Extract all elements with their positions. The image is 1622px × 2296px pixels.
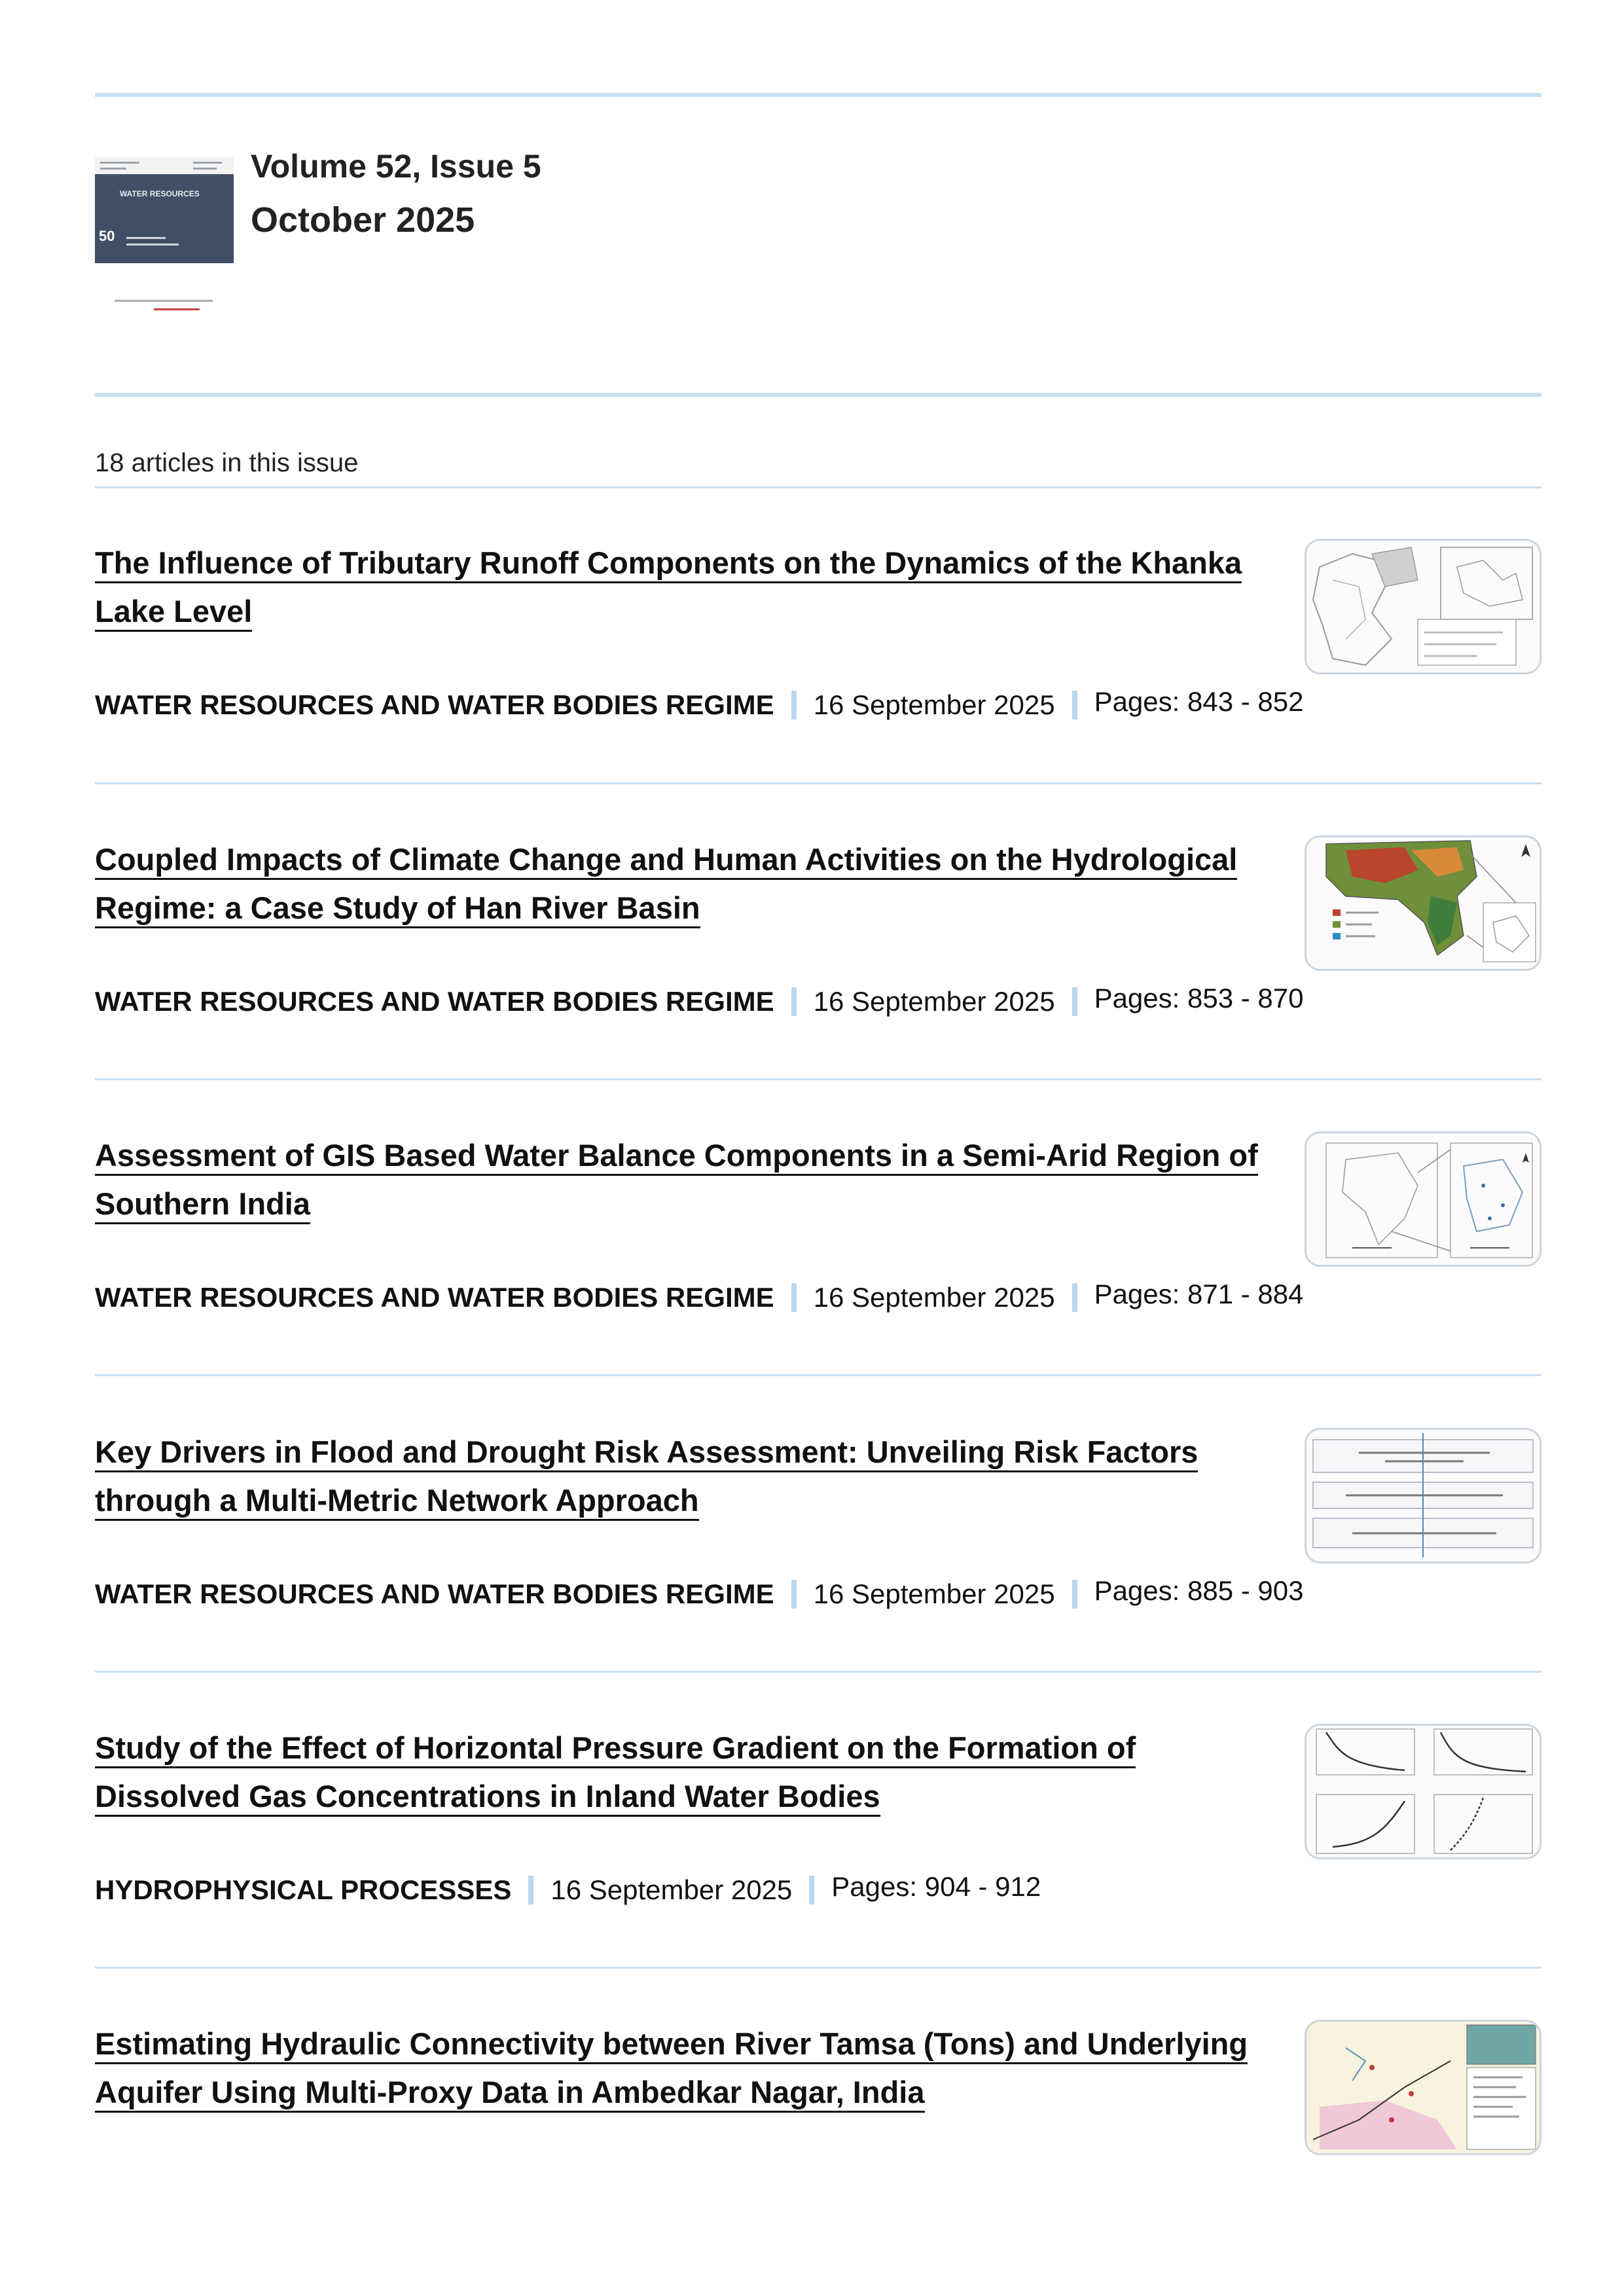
article-meta [95, 1575, 1304, 1618]
article-meta [95, 686, 1304, 729]
article-pages: Pages: 853 - 870 [1094, 983, 1304, 1013]
cover-number: 50 [99, 228, 115, 244]
article-item [95, 835, 1541, 1032]
article-title-link[interactable]: The Influence of Tributary Runoff Components on the Dynamics of the Khanka Lake Level [95, 539, 1260, 636]
article-divider [95, 782, 1541, 784]
article-meta [95, 983, 1304, 1025]
article-title-link[interactable]: Key Drivers in Flood and Drought Risk Assessment: Unveiling Risk Factors through a Multi-Metric Network Approach [95, 1428, 1260, 1525]
article-meta [95, 1279, 1304, 1321]
article-date: 16 September 2025 [813, 1578, 1055, 1609]
meta-separator [809, 1876, 814, 1904]
article-divider [95, 1078, 1541, 1080]
article-section: WATER RESOURCES AND WATER BODIES REGIME [95, 1282, 774, 1313]
cover-art [95, 157, 234, 263]
profile-plots-thumbnail[interactable] [1305, 1724, 1541, 1859]
article-title-link[interactable]: Assessment of GIS Based Water Balance Components in a Semi-Arid Region of Southern India [95, 1131, 1260, 1228]
flowchart-thumbnail[interactable] [1305, 1428, 1541, 1563]
list-divider [95, 486, 1541, 488]
article-section: WATER RESOURCES AND WATER BODIES REGIME [95, 689, 774, 720]
cover-title: WATER RESOURCES [120, 189, 200, 198]
meta-separator [1072, 1283, 1077, 1312]
journal-cover-image[interactable] [95, 157, 234, 329]
article-title-link[interactable]: Study of the Effect of Horizontal Pressure Gradient on the Formation of Dissolved Gas Concentrations in Inland Water Bodies [95, 1724, 1260, 1821]
meta-separator [791, 691, 797, 720]
article-date: 16 September 2025 [813, 1282, 1055, 1313]
article-item [95, 2020, 1541, 2216]
article-pages: Pages: 843 - 852 [1094, 686, 1304, 717]
article-divider [95, 1374, 1541, 1376]
article-divider [95, 1671, 1541, 1673]
meta-separator [1072, 987, 1077, 1016]
meta-separator [791, 987, 797, 1016]
article-item [95, 1131, 1541, 1328]
article-date: 16 September 2025 [813, 986, 1055, 1017]
article-title-link[interactable]: Estimating Hydraulic Connectivity between River Tamsa (Tons) and Underlying Aquifer Using Multi-Proxy Data in Ambedkar Nagar, India [95, 2020, 1260, 2117]
map-figure-thumbnail[interactable] [1305, 539, 1541, 674]
article-count: 18 articles in this issue [95, 448, 359, 477]
meta-separator [791, 1283, 797, 1312]
article-item [95, 1428, 1541, 1624]
article-item [95, 1724, 1541, 1920]
study-area-map-thumbnail[interactable] [1305, 1131, 1541, 1267]
issue-date: October 2025 [251, 200, 475, 240]
article-pages: Pages: 871 - 884 [1094, 1279, 1304, 1309]
article-section: WATER RESOURCES AND WATER BODIES REGIME [95, 1578, 774, 1609]
article-pages: Pages: 904 - 912 [831, 1871, 1041, 1902]
elevation-map-thumbnail[interactable] [1305, 835, 1541, 971]
issue-volume: Volume 52, Issue 5 [251, 148, 541, 185]
article-section: HYDROPHYSICAL PROCESSES [95, 1874, 512, 1905]
header-divider [95, 393, 1541, 397]
meta-separator [528, 1876, 533, 1904]
top-divider [95, 93, 1541, 97]
publisher-logo [115, 300, 213, 317]
meta-separator [791, 1580, 797, 1609]
article-date: 16 September 2025 [550, 1874, 793, 1905]
article-meta [95, 1871, 1041, 1914]
article-section: WATER RESOURCES AND WATER BODIES REGIME [95, 986, 774, 1017]
location-map-thumbnail[interactable] [1305, 2020, 1541, 2155]
meta-separator [1072, 1580, 1077, 1609]
article-item [95, 539, 1541, 735]
article-date: 16 September 2025 [813, 689, 1055, 720]
meta-separator [1072, 691, 1077, 720]
article-divider [95, 1967, 1541, 1969]
article-pages: Pages: 885 - 903 [1094, 1575, 1304, 1606]
article-title-link[interactable]: Coupled Impacts of Climate Change and Human Activities on the Hydrological Regime: a Case Study of Han River Basin [95, 835, 1260, 932]
